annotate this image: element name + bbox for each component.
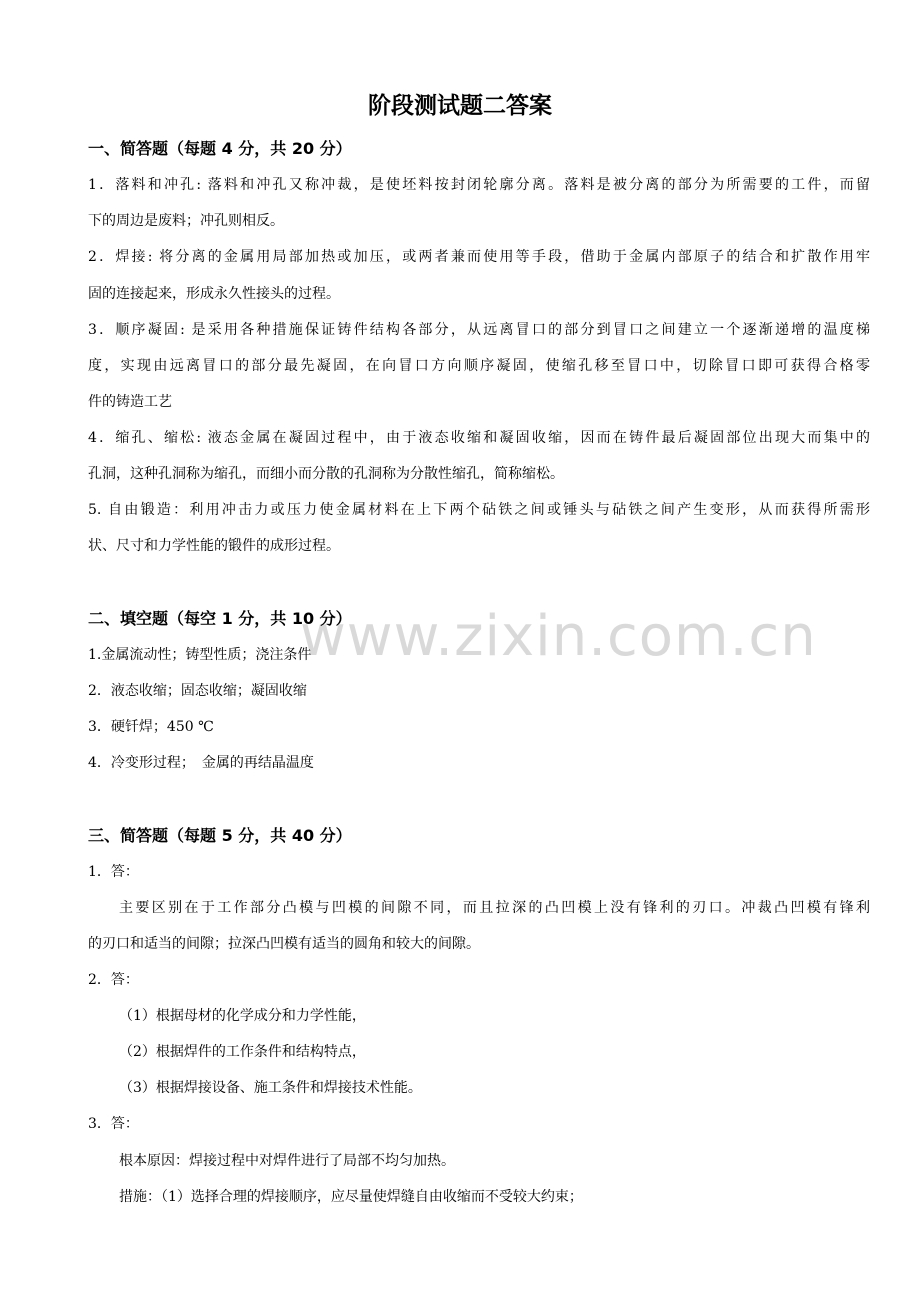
section3-heading: 三、简答题（每题 5 分，共 40 分） [88, 826, 352, 845]
section3-line-6: （2）根据焊件的工作条件和结构特点， [119, 1044, 366, 1060]
section3-line-4: 2．答： [88, 972, 139, 988]
section1-line-2: 下的周边是废料；冲孔则相反。 [88, 213, 284, 229]
section3-line-9: 根本原因：焊接过程中对焊件进行了局部不均匀加热。 [119, 1153, 455, 1169]
section2-line-3: 3．硬钎焊；450 ℃ [88, 719, 214, 735]
section2-line-2: 2．液态收缩；固态收缩；凝固收缩 [88, 683, 307, 699]
page-title: 阶段测试题二答案 [368, 93, 552, 119]
section1-line-11: 状、尺寸和力学性能的锻件的成形过程。 [88, 538, 340, 554]
section3-line-1: 1．答： [88, 864, 139, 880]
section1-line-6: 度，实现由远离冒口的部分最先凝固，在向冒口方向顺序凝固，使缩孔移至冒口中，切除冒口即可获得合格零 [88, 358, 870, 374]
section1-line-9: 孔洞，这种孔洞称为缩孔，而细小而分散的孔洞称为分散性缩孔，简称缩松。 [88, 466, 564, 482]
section1-line-4: 固的连接起来，形成永久性接头的过程。 [88, 286, 340, 302]
section1-line-7: 件的铸造工艺 [88, 394, 172, 410]
section3-line-10: 措施：（1）选择合理的焊接顺序，应尽量使焊缝自由收缩而不受较大约束； [119, 1189, 583, 1205]
section1-line-8: 4．缩孔、缩松: 液态金属在凝固过程中，由于液态收缩和凝固收缩，因而在铸件最后凝固部位出现大而集中的 [88, 430, 870, 446]
section1-line-10: 5. 自由锻造：利用冲击力或压力使金属材料在上下两个砧铁之间或锤头与砧铁之间产生变形，从而获得所需形 [88, 502, 870, 518]
section1-heading: 一、简答题（每题 4 分，共 20 分） [88, 139, 352, 158]
section3-line-8: 3．答： [88, 1116, 139, 1132]
section1-line-1: 1．落料和冲孔: 落料和冲孔又称冲裁，是使坯料按封闭轮廓分离。落料是被分离的部分为所需要的工件，而留 [88, 177, 870, 193]
section3-line-2: 主要区别在于工作部分凸模与凹模的间隙不同，而且拉深的凸凹模上没有锋利的刃口。冲裁凸凹模有锋利 [119, 900, 870, 916]
section3-line-5: （1）根据母材的化学成分和力学性能， [119, 1008, 366, 1024]
section2-line-1: 1.金属流动性；铸型性质；浇注条件 [88, 647, 312, 663]
section2-line-4: 4．冷变形过程； 金属的再结晶温度 [88, 755, 314, 771]
section3-line-3: 的刃口和适当的间隙；拉深凸凹模有适当的圆角和较大的间隙。 [88, 936, 480, 952]
section1-line-5: 3．顺序凝固: 是采用各种措施保证铸件结构各部分，从远离冒口的部分到冒口之间建立一个逐渐递增的温度梯 [88, 322, 870, 338]
watermark: www.zixin.com.cn [300, 604, 817, 669]
section3-line-7: （3）根据焊接设备、施工条件和焊接技术性能。 [119, 1080, 422, 1096]
section2-heading: 二、填空题（每空 1 分，共 10 分） [88, 609, 352, 628]
section1-line-3: 2．焊接: 将分离的金属用局部加热或加压，或两者兼而使用等手段，借助于金属内部原子的结合和扩散作用牢 [88, 249, 870, 265]
